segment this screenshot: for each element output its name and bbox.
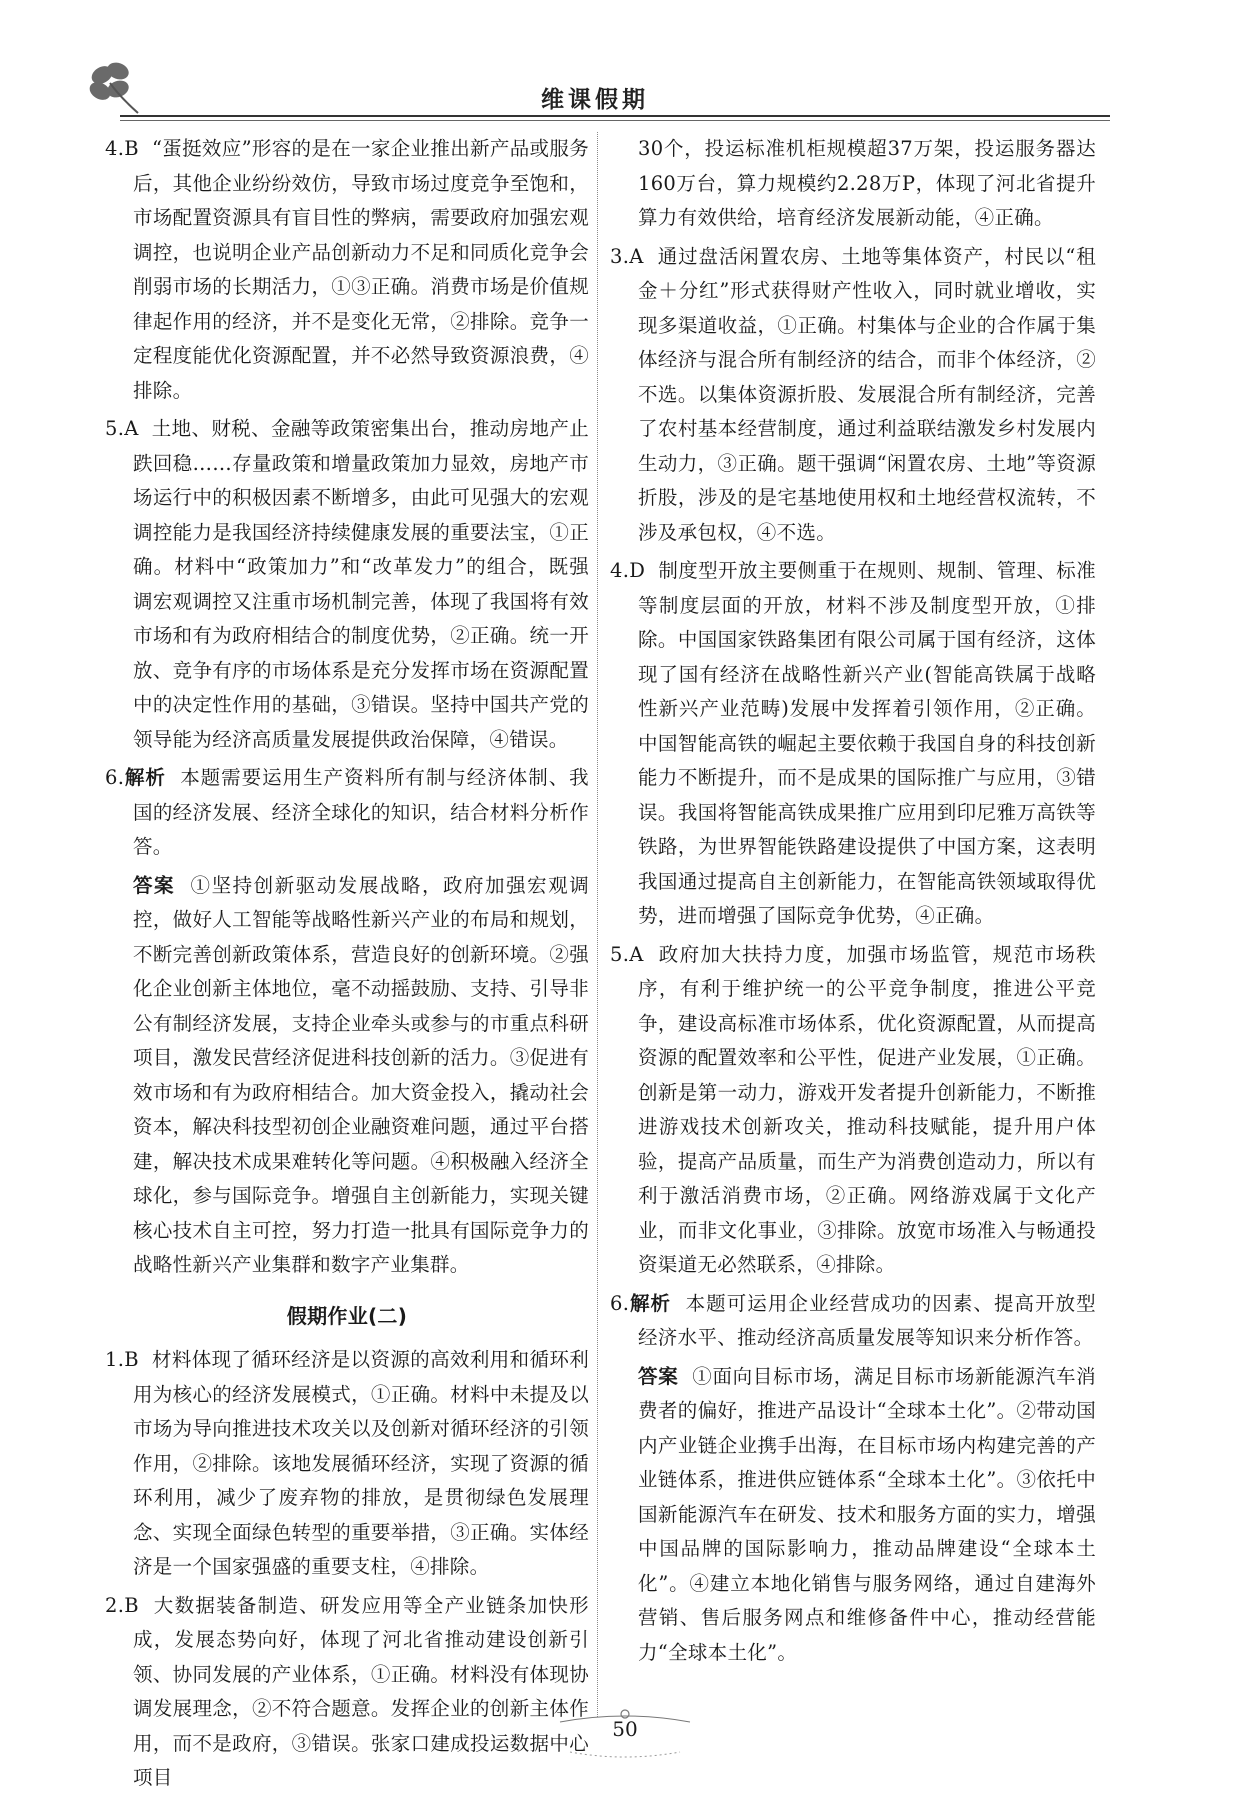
continued-text: 30个，投运标准机柜规模超37万架，投运服务器达160万台，算力规模约2.28万P，体现了河北省提升算力有效供给，培育经济发展新动能，④正确。 [638,137,1096,229]
column-divider [597,132,598,1717]
answer-item: 6.解析 本题需要运用生产资料所有制与经济体制、我国的经济发展、经济全球化的知识，结合材料分析作答。 [105,766,589,858]
header-title: 维课假期 [541,87,649,113]
answer-block: 答案 ①坚持创新驱动发展战略，政府加强宏观调控，做好人工智能等战略性新兴产业的布局和规划，不断完善创新政策体系，营造良好的创新环境。②强化企业创新主体地位，毫不动摇鼓励、支持、引导非公有制经济发展，支持企业牵头或参与的市重点科研项目，激发民营经济促进科技创新的活力。③促进有效市场和有为政府相结合。加大资金投入，撬动社会资本，解决科技型初创企业融资难问题，通过平台搭建，解决技术成果难转化等问题。④积极融入经济全球化，参与国际竞争。增强自主创新能力，实现关键核心技术自主可控，努力打造一批具有国际竞争力的战略性新兴产业集群和数字产业集群。 [133,873,589,1276]
left-column [105,132,589,1800]
answer-item: 4.B “蛋挺效应”形容的是在一家企业推出新产品或服务后，其他企业纷纷效仿，导致市场过度竞争至饱和，市场配置资源具有盲目性的弊病，需要政府加强宏观调控，也说明企业产品创新动力不足和同质化竞争会削弱市场的长期活力，①③正确。消费市场是价值规律起作用的经济，并不是变化无常，②排除。竞争一定程度能优化资源配置，并不必然导致资源浪费，④排除。 [105,137,590,402]
answer-label: 答案 [638,1364,679,1388]
page-header [80,55,1110,125]
header-rule [120,115,1110,117]
answer-item: 1.B 材料体现了循环经济是以资源的高效利用和循环利用为核心的经济发展模式，①正确。材料中未提及以市场为导向推进技术攻关以及创新对循环经济的引领作用，②排除。该地发展循环经济，实现了资源的循环利用，减少了废弃物的排放，是贯彻绿色发展理念、实现全面绿色转型的重要举措，③正确。实体经济是一个国家强盛的重要支柱，④排除。 [105,1348,589,1578]
answer-label: 答案 [133,873,176,897]
answer-item: 5.A 政府加大扶持力度，加强市场监管，规范市场秩序，有利于维护统一的公平竞争制度，推进公平竞争，建设高标准市场体系，优化资源配置，从而提高资源的配置效率和公平性，促进产业发展，①正确。创新是第一动力，游戏开发者提升创新能力，不断推进游戏技术创新攻关，推动科技赋能，提升用户体验，提高产品质量，而生产为消费创造动力，所以有利于激活消费市场，②正确。网络游戏属于文化产业，而非文化事业，③排除。放宽市场准入与畅通投资渠道无必然联系，④排除。 [610,942,1096,1276]
page-number: 50 [612,1717,638,1741]
answer-item: 5.A 土地、财税、金融等政策密集出台，推动房地产止跌回稳……存量政策和增量政策加力显效，房地产市场运行中的积极因素不断增多，由此可见强大的宏观调控能力是我国经济持续健康发展的重要法宝，①正确。材料中“政策加力”和“改革发力”的组合，既强调宏观调控又注重市场机制完善，体现了我国将有效市场和有为政府相结合的制度优势，②正确。统一开放、竞争有序的市场体系是充分发挥市场在资源配置中的决定性作用的基础，③错误。坚持中国共产党的领导能为经济高质量发展提供政治保障，④错误。 [105,417,589,751]
analysis-label: 解析 [629,1291,672,1315]
section-title: 假期作业(二) [286,1303,408,1328]
answer-item: 3.A 通过盘活闲置农房、土地等集体资产，村民以“租金＋分红”形式获得财产性收入，同时就业增收，实现多渠道收益，①正确。村集体与企业的合作属于集体经济与混合所有制经济的结合，而非个体经济，②不选。以集体资源折股、发展混合所有制经济，完善了农村基本经营制度，通过利益联结激发乡村发展内生动力，③正确。题干强调“闲置农房、土地”等资源折股，涉及的是宅基地使用权和土地经营权流转，不涉及承包权，④不选。 [610,244,1096,544]
answer-item: 2.B 大数据装备制造、研发应用等全产业链条加快形成，发展态势向好，体现了河北省推动建设创新引领、协同发展的产业体系，①正确。材料没有体现协调发展理念，②不符合题意。发挥企业的创新主体作用，而不是政府，③错误。张家口建成投运数据中心项目 [105,1593,589,1789]
analysis-label: 解析 [124,766,166,789]
right-column [610,132,1096,1674]
answer-item: 6.解析 本题可运用企业经营成功的因素、提高开放型经济水平、推动经济高质量发展等知识来分析作答。 [610,1291,1096,1349]
answer-item: 4.D 制度型开放主要侧重于在规则、规制、管理、标准等制度层面的开放，材料不涉及制度型开放，①排除。中国国家铁路集团有限公司属于国有经济，这体现了国有经济在战略性新兴产业(智能高铁属于战略性新兴产业范畴)发展中发挥着引领作用，②正确。中国智能高铁的崛起主要依赖于我国自身的科技创新能力不断提升，而不是成果的国际推广与应用，③错误。我国将智能高铁成果推广应用到印尼雅万高铁等铁路，为世界智能铁路建设提供了中国方案，这表明我国通过提高自主创新能力，在智能高铁领域取得优势，进而增强了国际竞争优势，④正确。 [610,559,1096,927]
answer-block: 答案 ①面向目标市场，满足目标市场新能源汽车消费者的偏好，推进产品设计“全球本土化”。②带动国内产业链企业携手出海，在目标市场内构建完善的产业链体系，推进供应链体系“全球本土化”。③依托中国新能源汽车在研发、技术和服务方面的实力，增强中国品牌的国际影响力，推动品牌建设“全球本土化”。④建立本地化销售与服务网络，通过自建海外营销、售后服务网点和维修备件中心，推动经营能力“全球本土化”。 [638,1364,1096,1664]
header-rule-thin [120,120,1110,121]
